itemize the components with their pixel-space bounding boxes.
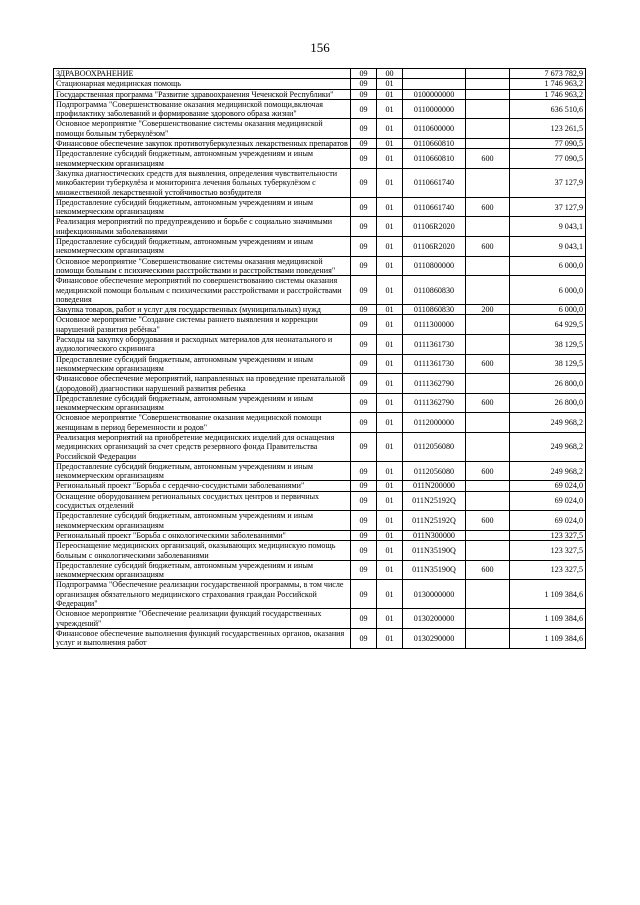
- row-expense-type: [466, 315, 510, 335]
- row-section-code: 09: [351, 315, 377, 335]
- row-amount: 69 024,0: [510, 491, 586, 511]
- row-name: Финансовое обеспечение мероприятий по совершенствованию системы оказания медицинской помощи больным с психическими расстройствами и расстройствами поведения: [54, 276, 351, 305]
- row-name: ЗДРАВООХРАНЕНИЕ: [54, 69, 351, 79]
- row-expense-type: [466, 217, 510, 237]
- table-row: [54, 168, 586, 197]
- row-name: Оснащение оборудованием региональных сосудистых центров и первичных сосудистых отделений: [54, 491, 351, 511]
- row-expense-type: [466, 413, 510, 433]
- row-target-article: 0110661740: [403, 168, 466, 197]
- row-subsection-code: 01: [377, 119, 403, 139]
- row-subsection-code: 01: [377, 197, 403, 217]
- row-section-code: 09: [351, 354, 377, 374]
- row-subsection-code: 01: [377, 168, 403, 197]
- table-row: [54, 393, 586, 413]
- page-number: 156: [310, 40, 330, 55]
- row-amount: 1 109 384,6: [510, 628, 586, 648]
- table-row: [54, 628, 586, 648]
- row-expense-type: 600: [466, 461, 510, 481]
- row-name: Основное мероприятие "Совершенствование оказания медицинской помощи женщинам в период беременности и родов": [54, 413, 351, 433]
- row-amount: 69 024,0: [510, 511, 586, 531]
- row-name: Финансовое обеспечение выполнения функций государственных органов, оказания услуг и выполнения работ: [54, 628, 351, 648]
- row-target-article: 0110860830: [403, 305, 466, 315]
- row-subsection-code: 01: [377, 276, 403, 305]
- row-subsection-code: 01: [377, 237, 403, 257]
- row-expense-type: 600: [466, 393, 510, 413]
- row-expense-type: [466, 335, 510, 355]
- row-amount: 123 327,5: [510, 560, 586, 580]
- row-amount: 123 327,5: [510, 530, 586, 540]
- table-row: [54, 335, 586, 355]
- row-name: Закупка диагностических средств для выявления, определения чувствительности микобактерии туберкулёза и мониторинга лечения больных туберкулёзом с множественной лекарственной устойчивостью возбудителя: [54, 168, 351, 197]
- row-subsection-code: 00: [377, 69, 403, 79]
- row-subsection-code: 01: [377, 149, 403, 169]
- row-section-code: 09: [351, 413, 377, 433]
- row-name: Финансовое обеспечение закупок противотуберкулезных лекарственных препаратов: [54, 139, 351, 149]
- table-row: [54, 217, 586, 237]
- row-subsection-code: 01: [377, 530, 403, 540]
- row-target-article: 0111361730: [403, 354, 466, 374]
- row-name: Предоставление субсидий бюджетным, автономным учреждениям и иным некоммерческим организациям: [54, 393, 351, 413]
- row-subsection-code: 01: [377, 139, 403, 149]
- row-amount: 636 510,6: [510, 99, 586, 119]
- row-amount: 37 127,9: [510, 168, 586, 197]
- row-amount: 9 043,1: [510, 237, 586, 257]
- row-target-article: 01106R2020: [403, 237, 466, 257]
- row-name: Стационарная медицинская помощь: [54, 79, 351, 89]
- row-section-code: 09: [351, 237, 377, 257]
- row-amount: 9 043,1: [510, 217, 586, 237]
- row-target-article: 011N25192Q: [403, 491, 466, 511]
- row-name: Предоставление субсидий бюджетным, автономным учреждениям и иным некоммерческим организациям: [54, 149, 351, 169]
- row-target-article: 0111361730: [403, 335, 466, 355]
- row-section-code: 09: [351, 335, 377, 355]
- table-row: [54, 139, 586, 149]
- table-row: [54, 354, 586, 374]
- row-expense-type: 600: [466, 560, 510, 580]
- table-row: [54, 197, 586, 217]
- row-section-code: 09: [351, 305, 377, 315]
- row-target-article: 0112000000: [403, 413, 466, 433]
- row-amount: 6 000,0: [510, 305, 586, 315]
- row-section-code: 09: [351, 197, 377, 217]
- row-section-code: 09: [351, 530, 377, 540]
- row-target-article: 0100000000: [403, 89, 466, 99]
- row-section-code: 09: [351, 276, 377, 305]
- row-subsection-code: 01: [377, 305, 403, 315]
- row-expense-type: [466, 139, 510, 149]
- row-amount: 7 673 782,9: [510, 69, 586, 79]
- row-subsection-code: 01: [377, 432, 403, 461]
- row-amount: 64 929,5: [510, 315, 586, 335]
- table-row: [54, 276, 586, 305]
- row-target-article: [403, 79, 466, 89]
- row-amount: 123 261,5: [510, 119, 586, 139]
- row-section-code: 09: [351, 609, 377, 629]
- row-target-article: 0110800000: [403, 256, 466, 276]
- row-name: Переоснащение медицинских организаций, оказывающих медицинскую помощь больным с онкологическими заболеваниями: [54, 541, 351, 561]
- row-section-code: 09: [351, 168, 377, 197]
- row-target-article: 0130290000: [403, 628, 466, 648]
- row-target-article: 0110660810: [403, 149, 466, 169]
- row-amount: 249 968,2: [510, 413, 586, 433]
- row-subsection-code: 01: [377, 99, 403, 119]
- table-row: [54, 99, 586, 119]
- row-expense-type: [466, 256, 510, 276]
- row-expense-type: 600: [466, 197, 510, 217]
- table-row: [54, 119, 586, 139]
- row-amount: 6 000,0: [510, 256, 586, 276]
- row-target-article: 0130200000: [403, 609, 466, 629]
- row-amount: 6 000,0: [510, 276, 586, 305]
- row-section-code: 09: [351, 393, 377, 413]
- row-name: Основное мероприятие "Обеспечение реализации функций государственных учреждений": [54, 609, 351, 629]
- row-expense-type: [466, 69, 510, 79]
- row-name: Финансовое обеспечение мероприятий, направленных на проведение пренатальной (дородовой) диагностики нарушений развития ребенка: [54, 374, 351, 394]
- table-row: [54, 511, 586, 531]
- row-name: Региональный проект "Борьба с онкологическими заболеваниями": [54, 530, 351, 540]
- table-row: [54, 432, 586, 461]
- row-target-article: 0111300000: [403, 315, 466, 335]
- row-section-code: 09: [351, 79, 377, 89]
- row-subsection-code: 01: [377, 354, 403, 374]
- row-amount: 26 800,0: [510, 393, 586, 413]
- row-subsection-code: 01: [377, 256, 403, 276]
- table-row: [54, 315, 586, 335]
- row-target-article: 011N200000: [403, 481, 466, 491]
- row-target-article: 011N25192Q: [403, 511, 466, 531]
- row-subsection-code: 01: [377, 609, 403, 629]
- row-subsection-code: 01: [377, 560, 403, 580]
- row-name: Реализация мероприятий по предупреждению и борьбе с социально значимыми инфекционными заболеваниями: [54, 217, 351, 237]
- row-section-code: 09: [351, 69, 377, 79]
- row-section-code: 09: [351, 256, 377, 276]
- row-target-article: 011N35190Q: [403, 541, 466, 561]
- row-target-article: 0111362790: [403, 393, 466, 413]
- row-section-code: 09: [351, 461, 377, 481]
- table-row: [54, 491, 586, 511]
- table-row: [54, 237, 586, 257]
- row-amount: 26 800,0: [510, 374, 586, 394]
- row-expense-type: [466, 79, 510, 89]
- table-row: [54, 256, 586, 276]
- row-target-article: 01106R2020: [403, 217, 466, 237]
- row-name: Расходы на закупку оборудования и расходных материалов для неонатального и аудиологического скрининга: [54, 335, 351, 355]
- row-expense-type: 200: [466, 305, 510, 315]
- row-section-code: 09: [351, 149, 377, 169]
- table-row: [54, 541, 586, 561]
- row-subsection-code: 01: [377, 393, 403, 413]
- table-row: [54, 530, 586, 540]
- row-section-code: 09: [351, 481, 377, 491]
- row-expense-type: [466, 89, 510, 99]
- table-row: [54, 89, 586, 99]
- row-expense-type: [466, 119, 510, 139]
- row-section-code: 09: [351, 580, 377, 609]
- row-subsection-code: 01: [377, 79, 403, 89]
- row-subsection-code: 01: [377, 89, 403, 99]
- row-section-code: 09: [351, 511, 377, 531]
- table-row: [54, 580, 586, 609]
- row-section-code: 09: [351, 139, 377, 149]
- row-target-article: 0110660810: [403, 139, 466, 149]
- table-row: [54, 481, 586, 491]
- row-name: Основное мероприятие "Совершенствование системы оказания медицинской помощи больным с психическими расстройствами и расстройствами поведения": [54, 256, 351, 276]
- row-target-article: 0111362790: [403, 374, 466, 394]
- row-name: Региональный проект "Борьба с сердечно-сосудистыми заболеваниями": [54, 481, 351, 491]
- row-expense-type: [466, 481, 510, 491]
- row-name: Государственная программа "Развитие здравоохранения Чеченской Республики": [54, 89, 351, 99]
- row-expense-type: [466, 580, 510, 609]
- row-subsection-code: 01: [377, 315, 403, 335]
- row-name: Предоставление субсидий бюджетным, автономным учреждениям и иным некоммерческим организациям: [54, 560, 351, 580]
- table-row: [54, 305, 586, 315]
- row-amount: 37 127,9: [510, 197, 586, 217]
- row-target-article: 011N300000: [403, 530, 466, 540]
- row-target-article: 0112056080: [403, 432, 466, 461]
- row-expense-type: [466, 99, 510, 119]
- row-section-code: 09: [351, 491, 377, 511]
- budget-table-body: [54, 69, 586, 649]
- row-amount: 38 129,5: [510, 354, 586, 374]
- row-expense-type: [466, 374, 510, 394]
- row-name: Подпрограмма "Совершенствование оказания медицинской помощи,включая профилактику заболеваний и формирование здорового образа жизни": [54, 99, 351, 119]
- row-subsection-code: 01: [377, 217, 403, 237]
- row-amount: 38 129,5: [510, 335, 586, 355]
- row-amount: 123 327,5: [510, 541, 586, 561]
- row-amount: 249 968,2: [510, 432, 586, 461]
- row-expense-type: [466, 530, 510, 540]
- row-name: Предоставление субсидий бюджетным, автономным учреждениям и иным некоммерческим организациям: [54, 461, 351, 481]
- budget-table: [53, 68, 586, 649]
- row-expense-type: 600: [466, 354, 510, 374]
- row-section-code: 09: [351, 99, 377, 119]
- row-section-code: 09: [351, 217, 377, 237]
- row-target-article: 0110860830: [403, 276, 466, 305]
- table-row: [54, 374, 586, 394]
- row-target-article: [403, 69, 466, 79]
- row-target-article: 0110000000: [403, 99, 466, 119]
- row-subsection-code: 01: [377, 461, 403, 481]
- table-row: [54, 79, 586, 89]
- row-subsection-code: 01: [377, 511, 403, 531]
- row-name: Предоставление субсидий бюджетным, автономным учреждениям и иным некоммерческим организациям: [54, 511, 351, 531]
- row-section-code: 09: [351, 541, 377, 561]
- row-expense-type: [466, 432, 510, 461]
- row-amount: 77 090,5: [510, 139, 586, 149]
- row-name: Закупка товаров, работ и услуг для государственных (муниципальных) нужд: [54, 305, 351, 315]
- row-name: Основное мероприятие "Совершенствование системы оказания медицинской помощи больным туберкулёзом": [54, 119, 351, 139]
- table-row: [54, 413, 586, 433]
- row-amount: 249 968,2: [510, 461, 586, 481]
- row-name: Предоставление субсидий бюджетным, автономным учреждениям и иным некоммерческим организациям: [54, 354, 351, 374]
- row-target-article: 011N35190Q: [403, 560, 466, 580]
- table-row: [54, 560, 586, 580]
- table-row: [54, 609, 586, 629]
- row-name: Реализация мероприятий на приобретение медицинских изделий для оснащения медицинских организаций за счет средств резервного фонда Правительства Российской Федерации: [54, 432, 351, 461]
- row-section-code: 09: [351, 89, 377, 99]
- table-row: [54, 69, 586, 79]
- row-section-code: 09: [351, 560, 377, 580]
- row-section-code: 09: [351, 119, 377, 139]
- row-subsection-code: 01: [377, 628, 403, 648]
- row-amount: 1 746 963,2: [510, 89, 586, 99]
- row-subsection-code: 01: [377, 481, 403, 491]
- row-target-article: 0110600000: [403, 119, 466, 139]
- row-expense-type: [466, 628, 510, 648]
- row-amount: 77 090,5: [510, 149, 586, 169]
- row-expense-type: 600: [466, 511, 510, 531]
- row-subsection-code: 01: [377, 413, 403, 433]
- row-subsection-code: 01: [377, 541, 403, 561]
- row-name: Основное мероприятие "Создание системы раннего выявления и коррекции нарушений развития ребёнка": [54, 315, 351, 335]
- row-subsection-code: 01: [377, 580, 403, 609]
- row-subsection-code: 01: [377, 335, 403, 355]
- row-expense-type: [466, 168, 510, 197]
- row-subsection-code: 01: [377, 374, 403, 394]
- row-expense-type: 600: [466, 149, 510, 169]
- row-name: Предоставление субсидий бюджетным, автономным учреждениям и иным некоммерческим организациям: [54, 197, 351, 217]
- row-amount: 1 109 384,6: [510, 580, 586, 609]
- row-section-code: 09: [351, 374, 377, 394]
- row-expense-type: [466, 276, 510, 305]
- row-name: Предоставление субсидий бюджетным, автономным учреждениям и иным некоммерческим организациям: [54, 237, 351, 257]
- table-row: [54, 461, 586, 481]
- row-amount: 69 024,0: [510, 481, 586, 491]
- row-amount: 1 746 963,2: [510, 79, 586, 89]
- table-row: [54, 149, 586, 169]
- row-expense-type: 600: [466, 237, 510, 257]
- row-target-article: 0110661740: [403, 197, 466, 217]
- row-expense-type: [466, 609, 510, 629]
- row-expense-type: [466, 541, 510, 561]
- row-target-article: 0112056080: [403, 461, 466, 481]
- row-name: Подпрограмма "Обеспечение реализации государственной программы, в том числе организация обязательного медицинского страхования граждан Российской Федерации": [54, 580, 351, 609]
- row-target-article: 0130000000: [403, 580, 466, 609]
- row-section-code: 09: [351, 432, 377, 461]
- row-amount: 1 109 384,6: [510, 609, 586, 629]
- row-expense-type: [466, 491, 510, 511]
- row-subsection-code: 01: [377, 491, 403, 511]
- row-section-code: 09: [351, 628, 377, 648]
